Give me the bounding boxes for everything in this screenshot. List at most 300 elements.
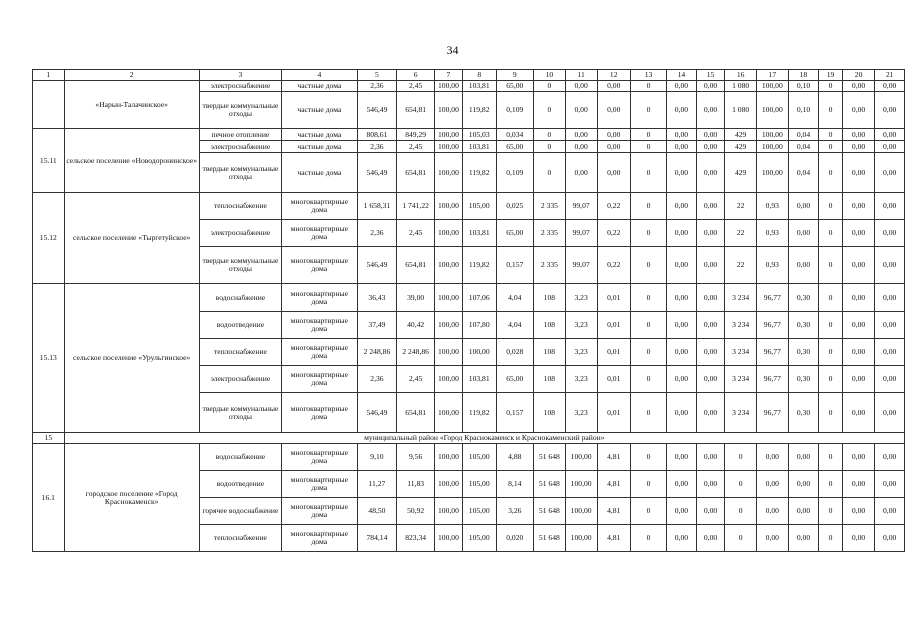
table-cell: частные дома <box>282 92 358 129</box>
table-cell: 100,00 <box>756 129 788 141</box>
table-cell: 3 234 <box>725 312 757 339</box>
table-cell: 2,36 <box>357 81 397 92</box>
table-cell: частные дома <box>282 141 358 153</box>
table-cell: 0 <box>725 498 757 525</box>
table-cell: 0,00 <box>696 247 725 284</box>
table-cell: 0,93 <box>756 220 788 247</box>
header-cell: 3 <box>199 70 281 81</box>
table-cell: 0,00 <box>667 193 697 220</box>
table-cell: 0,00 <box>842 141 874 153</box>
table-cell: 0 <box>630 444 666 471</box>
table-cell: 119,82 <box>462 92 496 129</box>
table-cell: 0 <box>630 471 666 498</box>
table-cell: многоквартирные дома <box>282 193 358 220</box>
table-cell: 0,00 <box>875 220 905 247</box>
table-cell: 0,00 <box>696 393 725 433</box>
table-cell: 0,00 <box>696 498 725 525</box>
table-cell: 0,01 <box>597 312 630 339</box>
table-cell: 2,45 <box>397 81 435 92</box>
table-cell: 0,00 <box>696 92 725 129</box>
table-cell: 3 234 <box>725 284 757 312</box>
header-cell: 5 <box>357 70 397 81</box>
table-cell: 65,00 <box>496 220 533 247</box>
table-cell: 0,00 <box>756 525 788 552</box>
table-cell: 0,025 <box>496 193 533 220</box>
table-cell: 3,23 <box>565 312 597 339</box>
table-cell: 0,00 <box>788 444 819 471</box>
table-cell: водоотведение <box>199 471 281 498</box>
table-cell: 0,00 <box>667 247 697 284</box>
header-cell: 4 <box>282 70 358 81</box>
table-cell: сельское поселение «Урульгинское» <box>64 284 199 433</box>
table-cell: 0,00 <box>875 153 905 193</box>
table-cell: 100,00 <box>435 153 463 193</box>
table-cell: 0,00 <box>565 129 597 141</box>
table-cell: 1 080 <box>725 92 757 129</box>
table-cell: 100,00 <box>435 312 463 339</box>
table-cell: электроснабжение <box>199 81 281 92</box>
table-cell: 119,82 <box>462 393 496 433</box>
table-cell: 2 335 <box>534 193 566 220</box>
table-cell: 96,77 <box>756 366 788 393</box>
table-cell: 100,00 <box>565 471 597 498</box>
table-cell: 100,00 <box>756 92 788 129</box>
table-cell: 107,06 <box>462 284 496 312</box>
table-cell: 65,00 <box>496 366 533 393</box>
table-cell: 2,36 <box>357 366 397 393</box>
table-cell: 3 234 <box>725 366 757 393</box>
table-cell: сельское поселение «Новодоронинское» <box>64 129 199 193</box>
table-cell: 11,27 <box>357 471 397 498</box>
table-cell: 0,04 <box>788 141 819 153</box>
table-cell: 100,00 <box>435 471 463 498</box>
table-cell: 0 <box>630 366 666 393</box>
table-cell: 0,00 <box>696 220 725 247</box>
table-cell: 100,00 <box>565 444 597 471</box>
table-cell: 3,26 <box>496 498 533 525</box>
header-cell: 1 <box>33 70 65 81</box>
table-cell: 0,01 <box>597 284 630 312</box>
table-cell: 0,00 <box>756 471 788 498</box>
table-cell: 0,00 <box>597 141 630 153</box>
table-row <box>33 444 905 471</box>
header-cell: 6 <box>397 70 435 81</box>
table-cell: 2,45 <box>397 220 435 247</box>
table-cell: 16.1 <box>33 444 65 552</box>
table-cell: 0,00 <box>667 220 697 247</box>
table-cell: 808,61 <box>357 129 397 141</box>
table-cell: 0,00 <box>696 141 725 153</box>
table-cell: 0,01 <box>597 393 630 433</box>
table-cell: многоквартирные дома <box>282 498 358 525</box>
table-cell: многоквартирные дома <box>282 312 358 339</box>
table-cell: 105,00 <box>462 525 496 552</box>
table-cell: 0,00 <box>875 141 905 153</box>
table-cell: 2,45 <box>397 141 435 153</box>
table-cell: 0 <box>819 247 843 284</box>
table-cell: 22 <box>725 247 757 284</box>
table-cell: 0,00 <box>696 444 725 471</box>
table-cell: 2 335 <box>534 220 566 247</box>
table-cell: 654,81 <box>397 247 435 284</box>
table-cell: 3,23 <box>565 393 597 433</box>
table-cell: 0,01 <box>597 366 630 393</box>
table-cell: 0,00 <box>875 312 905 339</box>
table-cell: 0,93 <box>756 247 788 284</box>
table-cell: 0,020 <box>496 525 533 552</box>
table-cell: 0,04 <box>788 153 819 193</box>
table-cell: 100,00 <box>565 498 597 525</box>
table-cell: 0,00 <box>667 444 697 471</box>
table-cell: 99,07 <box>565 220 597 247</box>
table-cell: 0,00 <box>875 247 905 284</box>
header-cell: 18 <box>788 70 819 81</box>
table-cell: 100,00 <box>435 220 463 247</box>
table-cell: многоквартирные дома <box>282 525 358 552</box>
table-cell: 22 <box>725 193 757 220</box>
table-cell: 0,93 <box>756 193 788 220</box>
table-cell: 0,00 <box>842 444 874 471</box>
table-cell: 0,00 <box>667 525 697 552</box>
table-cell: теплоснабжение <box>199 193 281 220</box>
table-cell: 0,00 <box>875 339 905 366</box>
table-cell: 100,00 <box>435 525 463 552</box>
table-cell: 0,22 <box>597 193 630 220</box>
table-cell: 108 <box>534 312 566 339</box>
table-cell: 0,00 <box>842 366 874 393</box>
table-cell: 0,00 <box>788 525 819 552</box>
table-row <box>33 81 905 92</box>
header-cell: 12 <box>597 70 630 81</box>
table-cell: 823,34 <box>397 525 435 552</box>
table-cell: 0 <box>819 220 843 247</box>
table-cell: 0,157 <box>496 393 533 433</box>
table-cell: 96,77 <box>756 284 788 312</box>
table-cell: 96,77 <box>756 312 788 339</box>
table-cell: 100,00 <box>435 81 463 92</box>
table-cell: 0,30 <box>788 312 819 339</box>
table-cell: 2,36 <box>357 141 397 153</box>
table-cell: 0,00 <box>788 193 819 220</box>
table-cell: 0,00 <box>842 312 874 339</box>
tariff-table <box>32 69 905 552</box>
table-cell: 0 <box>534 92 566 129</box>
table-cell: 1 741,22 <box>397 193 435 220</box>
table-cell: 0,00 <box>696 81 725 92</box>
table-cell: 0 <box>630 129 666 141</box>
table-cell: 3,23 <box>565 339 597 366</box>
table-cell: 0,109 <box>496 153 533 193</box>
table-cell: 100,00 <box>756 153 788 193</box>
table-cell: твердые коммунальные отходы <box>199 247 281 284</box>
table-cell: 100,00 <box>435 339 463 366</box>
table-cell: 51 648 <box>534 444 566 471</box>
table-cell: 0,00 <box>875 366 905 393</box>
table-cell: 546,49 <box>357 247 397 284</box>
header-cell: 17 <box>756 70 788 81</box>
table-cell: 96,77 <box>756 393 788 433</box>
table-cell: 0,00 <box>788 247 819 284</box>
table-cell: 0,00 <box>842 220 874 247</box>
table-cell: многоквартирные дома <box>282 284 358 312</box>
table-cell: 100,00 <box>756 141 788 153</box>
header-cell: 10 <box>534 70 566 81</box>
table-cell: 0,00 <box>875 471 905 498</box>
table-cell: 0 <box>819 92 843 129</box>
table-cell: 103,81 <box>462 366 496 393</box>
table-cell: 2 248,86 <box>397 339 435 366</box>
table-cell: 0 <box>630 247 666 284</box>
table-cell: многоквартирные дома <box>282 247 358 284</box>
table-cell: 96,77 <box>756 339 788 366</box>
table-cell: 4,04 <box>496 312 533 339</box>
table-cell: 108 <box>534 339 566 366</box>
table-cell: 0 <box>630 141 666 153</box>
table-cell: 0,00 <box>842 393 874 433</box>
table-cell: 4,81 <box>597 471 630 498</box>
table-cell: 100,00 <box>565 525 597 552</box>
header-cell: 20 <box>842 70 874 81</box>
table-cell: 0 <box>630 498 666 525</box>
table-cell: 0 <box>534 129 566 141</box>
table-cell: твердые коммунальные отходы <box>199 153 281 193</box>
table-cell: теплоснабжение <box>199 339 281 366</box>
table-cell: 100,00 <box>435 393 463 433</box>
table-cell: 100,00 <box>462 339 496 366</box>
table-cell: 0,00 <box>667 141 697 153</box>
table-cell: электроснабжение <box>199 141 281 153</box>
header-cell: 13 <box>630 70 666 81</box>
table-cell: 0,00 <box>696 525 725 552</box>
table-cell: 100,00 <box>435 129 463 141</box>
table-cell: 65,00 <box>496 141 533 153</box>
table-cell: 0,00 <box>842 284 874 312</box>
header-cell: 2 <box>64 70 199 81</box>
table-cell: 4,04 <box>496 284 533 312</box>
table-cell: 0,00 <box>597 153 630 193</box>
table-cell: 100,00 <box>435 498 463 525</box>
table-cell: электроснабжение <box>199 220 281 247</box>
table-cell: 105,00 <box>462 471 496 498</box>
table-cell: 108 <box>534 366 566 393</box>
table-cell: многоквартирные дома <box>282 393 358 433</box>
table-cell: 0 <box>630 81 666 92</box>
table-cell: 0,00 <box>667 129 697 141</box>
table-cell: электроснабжение <box>199 366 281 393</box>
table-cell: твердые коммунальные отходы <box>199 92 281 129</box>
table-cell: 0,00 <box>565 141 597 153</box>
table-cell: 0,109 <box>496 92 533 129</box>
table-cell: муниципальный район «Город Краснокаменск и Краснокаменский район» <box>64 433 904 444</box>
table-cell: 0 <box>819 81 843 92</box>
table-cell: 429 <box>725 129 757 141</box>
table-cell: 15 <box>33 433 65 444</box>
table-row <box>33 284 905 312</box>
table-cell: 0,00 <box>696 129 725 141</box>
table-cell: 100,00 <box>756 81 788 92</box>
table-cell: 99,07 <box>565 247 597 284</box>
table-cell: 2,36 <box>357 220 397 247</box>
table-cell: 0,01 <box>597 339 630 366</box>
table-cell: 0,10 <box>788 92 819 129</box>
table-cell: 0,00 <box>696 366 725 393</box>
table-cell: 3 234 <box>725 393 757 433</box>
table-cell: частные дома <box>282 153 358 193</box>
table-cell: 0,00 <box>875 284 905 312</box>
table-cell: 0,00 <box>565 81 597 92</box>
table-row <box>33 433 905 444</box>
table-cell: 100,00 <box>435 193 463 220</box>
table-cell: 103,81 <box>462 220 496 247</box>
table-cell: 0 <box>819 339 843 366</box>
table-cell: 0,30 <box>788 366 819 393</box>
table-cell: 100,00 <box>435 247 463 284</box>
table-cell: 100,00 <box>435 366 463 393</box>
table-cell: 0,30 <box>788 393 819 433</box>
table-cell: 4,88 <box>496 444 533 471</box>
table-cell: 0,00 <box>756 444 788 471</box>
table-cell: 11,83 <box>397 471 435 498</box>
table-cell: горячее водоснабжение <box>199 498 281 525</box>
table-cell: 0,00 <box>696 339 725 366</box>
table-cell: 0,028 <box>496 339 533 366</box>
table-cell: частные дома <box>282 129 358 141</box>
table-cell: 0 <box>819 366 843 393</box>
table-cell: 654,81 <box>397 92 435 129</box>
table-cell: 0,00 <box>696 153 725 193</box>
header-cell: 14 <box>667 70 697 81</box>
table-cell: 0 <box>819 284 843 312</box>
table-cell: 0 <box>630 153 666 193</box>
header-cell: 7 <box>435 70 463 81</box>
table-cell: 0,00 <box>667 393 697 433</box>
table-cell: 108 <box>534 284 566 312</box>
table-cell: 3 234 <box>725 339 757 366</box>
table-cell: 4,81 <box>597 444 630 471</box>
table-cell: 0,00 <box>842 153 874 193</box>
table-cell: 51 648 <box>534 498 566 525</box>
table-cell: 2,45 <box>397 366 435 393</box>
table-cell: многоквартирные дома <box>282 339 358 366</box>
table-cell: многоквартирные дома <box>282 444 358 471</box>
table-cell: 0,00 <box>667 153 697 193</box>
header-cell: 21 <box>875 70 905 81</box>
table-cell: 0,00 <box>696 312 725 339</box>
table-cell: многоквартирные дома <box>282 366 358 393</box>
table-cell: 0 <box>630 92 666 129</box>
table-cell: 0 <box>819 193 843 220</box>
table-cell: 0,00 <box>788 498 819 525</box>
table-cell: 0,157 <box>496 247 533 284</box>
table-cell: 0 <box>725 471 757 498</box>
table-cell: 0 <box>630 312 666 339</box>
table-cell: 48,50 <box>357 498 397 525</box>
page-number: 34 <box>446 43 459 57</box>
table-cell <box>33 81 65 129</box>
table-cell: 0,00 <box>696 471 725 498</box>
table-cell: 0 <box>534 81 566 92</box>
table-cell: 105,00 <box>462 498 496 525</box>
table-cell: водоотведение <box>199 312 281 339</box>
table-cell: 0,00 <box>788 471 819 498</box>
table-cell: 0,00 <box>565 92 597 129</box>
table-cell: 0 <box>819 471 843 498</box>
table-cell: 0,00 <box>875 498 905 525</box>
table-cell: 15.13 <box>33 284 65 433</box>
table-cell: 0 <box>630 284 666 312</box>
table-cell: 0,00 <box>842 471 874 498</box>
table-cell: сельское поселение «Тыргетуйское» <box>64 193 199 284</box>
table-cell: 0 <box>630 193 666 220</box>
table-cell: 99,07 <box>565 193 597 220</box>
header-cell: 19 <box>819 70 843 81</box>
table-cell: 0,00 <box>875 129 905 141</box>
table-row <box>33 129 905 141</box>
table-cell: 0 <box>630 339 666 366</box>
table-cell: 4,81 <box>597 525 630 552</box>
table-cell: 3,23 <box>565 284 597 312</box>
table-cell: 0,00 <box>597 81 630 92</box>
table-cell: 0,00 <box>667 498 697 525</box>
table-cell: 2 335 <box>534 247 566 284</box>
header-cell: 9 <box>496 70 533 81</box>
table-cell: 119,82 <box>462 153 496 193</box>
table-cell: 0 <box>819 153 843 193</box>
table-cell: 100,00 <box>435 92 463 129</box>
table-cell: 119,82 <box>462 247 496 284</box>
table-cell: 0,00 <box>842 81 874 92</box>
table-cell: теплоснабжение <box>199 525 281 552</box>
table-cell: 0 <box>630 393 666 433</box>
table-cell: печное отопление <box>199 129 281 141</box>
table-cell: 429 <box>725 141 757 153</box>
table-cell: 0 <box>819 141 843 153</box>
table-cell: 0,00 <box>875 81 905 92</box>
table-cell: 0,00 <box>667 339 697 366</box>
table-cell: «Нарын-Талачинское» <box>64 81 199 129</box>
table-cell: 0,00 <box>565 153 597 193</box>
table-cell: 654,81 <box>397 393 435 433</box>
table-cell: 0,00 <box>756 498 788 525</box>
table-cell: 546,49 <box>357 92 397 129</box>
table-cell: 40,42 <box>397 312 435 339</box>
table-cell: многоквартирные дома <box>282 220 358 247</box>
table-cell: 546,49 <box>357 393 397 433</box>
table-cell: 0 <box>534 141 566 153</box>
table-cell: 0 <box>819 498 843 525</box>
table-cell: 0,00 <box>667 81 697 92</box>
table-cell: 0,00 <box>667 92 697 129</box>
header-cell: 11 <box>565 70 597 81</box>
table-cell: 51 648 <box>534 471 566 498</box>
table-cell: 0,22 <box>597 220 630 247</box>
table-cell: 654,81 <box>397 153 435 193</box>
table-cell: 36,43 <box>357 284 397 312</box>
table-cell: многоквартирные дома <box>282 471 358 498</box>
table-cell: 1 658,31 <box>357 193 397 220</box>
table-cell: 0,30 <box>788 339 819 366</box>
table-cell: 0 <box>819 525 843 552</box>
table-cell: 107,80 <box>462 312 496 339</box>
table-cell: 0,00 <box>788 220 819 247</box>
table-cell: 546,49 <box>357 153 397 193</box>
table-cell: 0,00 <box>842 525 874 552</box>
table-cell: 0,00 <box>842 498 874 525</box>
table-cell: 0 <box>819 393 843 433</box>
table-cell: 0,00 <box>597 129 630 141</box>
table-cell: 0,00 <box>667 312 697 339</box>
table-cell: 0,00 <box>667 366 697 393</box>
